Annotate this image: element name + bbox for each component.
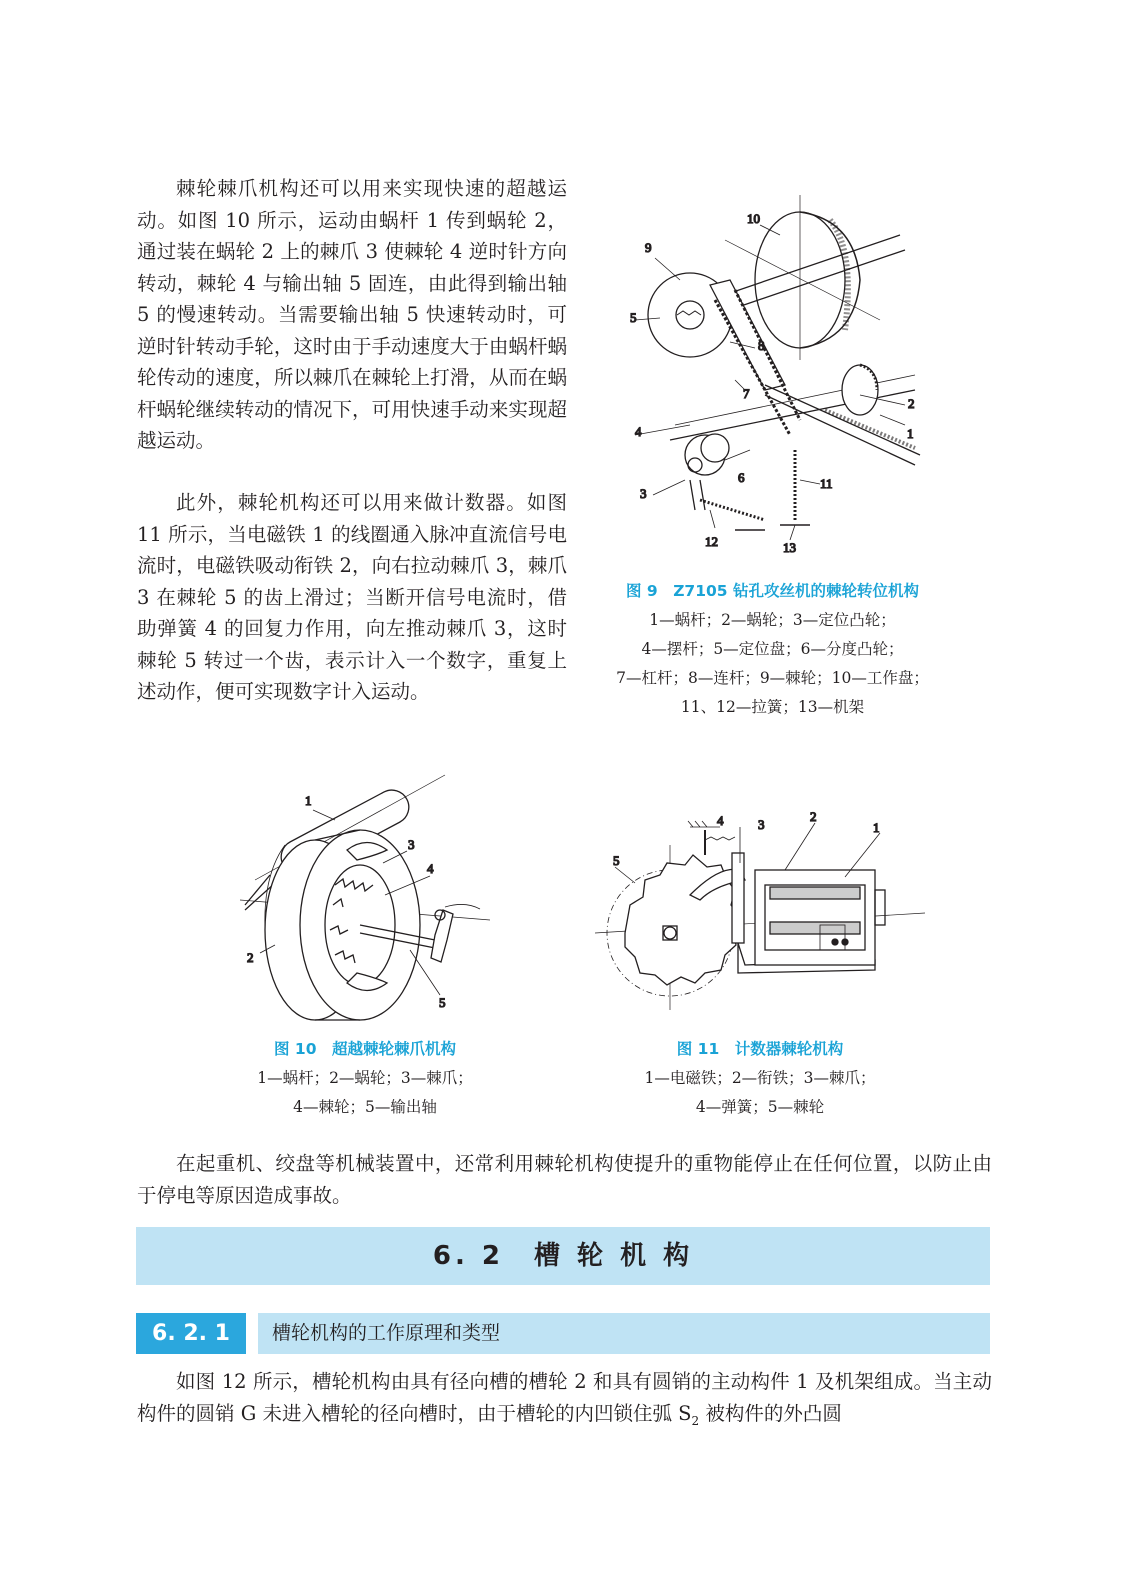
figure-10-caption — [215, 1038, 515, 1122]
subsection-heading — [136, 1313, 990, 1354]
figure-11-title: 图 11 计数器棘轮机构 — [676, 1040, 844, 1058]
fig9-label-9: 9 — [645, 240, 652, 255]
fig11-label-5: 5 — [613, 853, 620, 868]
paragraph-overrunning: 棘轮棘爪机构还可以用来实现快速的超越运动。如图 10 所示，运动由蜗杆 1 传到蜗轮 2，通过装在蜗轮 2 上的棘爪 3 使棘轮 4 逆时针方向转动，棘轮 4 与输出轴 5 固连，由此得到输出轴 5 的慢速转动。当需要输出轴 5 快速转动时，可逆时针转动手轮，这时由于手动速度大于由蜗杆蜗轮传动的速度，所以棘爪在棘轮上打滑，从而在蜗杆蜗轮继续转动的情况下，可用快速手动来实现超越运动。 — [137, 177, 567, 452]
fig11-label-1: 1 — [873, 820, 880, 835]
fig11-label-2: 2 — [810, 809, 817, 824]
figure-9-legend-1: 1—蜗杆；2—蜗轮；3—定位凸轮； — [649, 611, 896, 629]
fig9-label-4: 4 — [635, 424, 642, 439]
fig10-label-4: 4 — [427, 861, 434, 876]
fig10-label-2: 2 — [247, 950, 254, 965]
fig9-label-3: 3 — [640, 486, 647, 501]
fig9-label-12: 12 — [705, 534, 718, 549]
section-heading: 6. 2 槽 轮 机 构 — [136, 1227, 990, 1285]
fig11-label-3: 3 — [758, 817, 765, 832]
paragraph-counter: 此外，棘轮机构还可以用来做计数器。如图 11 所示，当电磁铁 1 的线圈通入脉冲直流信号电流时，电磁铁吸动衔铁 2，向右拉动棘爪 3，棘爪 3 在棘轮 5 的齿上滑过；当断开信号电流时，借助弹簧 4 的回复力作用，向左推动棘爪 3，这时棘轮 5 转过一个齿，表示计入一个数字，重复上述动作，便可实现数字计入运动。 — [137, 491, 567, 703]
fig9-label-8: 8 — [758, 338, 765, 353]
figure-11-caption — [610, 1038, 910, 1122]
fig10-label-1: 1 — [305, 793, 312, 808]
figure-9-legend-4: 11、12—拉簧；13—机架 — [680, 698, 865, 716]
figure-11-legend-2: 4—弹簧；5—棘轮 — [695, 1098, 825, 1116]
figure-9-diagram — [615, 180, 945, 555]
fig9-label-10: 10 — [747, 211, 760, 226]
paragraph-geneva-text: 如图 12 所示，槽轮机构由具有径向槽的槽轮 2 和具有圆销的主动构件 1 及机架组成。当主动构件的圆销 G 未进入槽轮的径向槽时，由于槽轮的内凹锁住弧 S — [137, 1370, 992, 1425]
paragraph-geneva-intro — [137, 1366, 992, 1437]
fig9-label-7: 7 — [743, 386, 750, 401]
fig9-label-6: 6 — [738, 470, 745, 485]
figure-10-legend-1: 1—蜗杆；2—蜗轮；3—棘爪； — [257, 1069, 473, 1087]
figure-10-legend-2: 4—棘轮；5—输出轴 — [293, 1098, 437, 1116]
figure-11-legend-1: 1—电磁铁；2—衔铁；3—棘爪； — [644, 1069, 876, 1087]
subscript-2: 2 — [691, 1413, 700, 1428]
fig9-label-11: 11 — [820, 476, 833, 491]
fig11-label-4: 4 — [717, 813, 724, 828]
figure-9-caption — [575, 580, 970, 722]
fig9-label-2: 2 — [908, 396, 915, 411]
figure-10-title: 图 10 超越棘轮棘爪机构 — [274, 1040, 456, 1058]
figure-9-legend-2: 4—摆杆；5—定位盘；6—分度凸轮； — [641, 640, 904, 658]
figure-10-diagram — [235, 755, 495, 1025]
figure-9-legend-3: 7—杠杆；8—连杆；9—棘轮；10—工作盘； — [616, 669, 929, 687]
subsection-title: 槽轮机构的工作原理和类型 — [272, 1322, 501, 1344]
subsection-number: 6. 2. 1 — [136, 1313, 246, 1354]
figure-9-title: 图 9 Z7105 钻孔攻丝机的棘轮转位机构 — [626, 582, 919, 600]
fig10-label-5: 5 — [439, 995, 446, 1010]
paragraph-hoist: 在起重机、绞盘等机械装置中，还常利用棘轮机构使提升的重物能停止在任何位置，以防止由于停电等原因造成事故。 — [137, 1152, 992, 1207]
fig10-label-3: 3 — [408, 837, 415, 852]
paragraph-geneva-text-end: 被构件的外凸圆 — [699, 1401, 842, 1425]
figure-11-diagram — [595, 805, 925, 1015]
fig9-label-5: 5 — [630, 310, 637, 325]
subsection-divider — [246, 1313, 258, 1354]
fig9-label-13: 13 — [783, 540, 796, 555]
fig9-label-1: 1 — [907, 426, 914, 441]
